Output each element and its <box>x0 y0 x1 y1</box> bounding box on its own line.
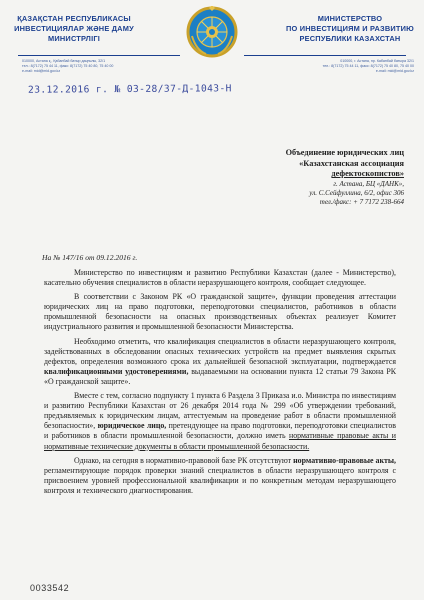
recipient-block <box>204 148 404 207</box>
header-line: РЕСПУБЛИКИ КАЗАХСТАН <box>299 34 401 43</box>
bold-phrase: квалификационными удостоверениями, <box>44 366 189 376</box>
state-emblem-icon <box>186 6 238 58</box>
bold-phrase: юридическое лицо, <box>97 421 167 431</box>
header-line: ҚАЗАҚСТАН РЕСПУБЛИКАСЫ <box>17 14 131 23</box>
bold-phrase: нормативно-правовые акты, <box>293 455 397 465</box>
address-line: 010000, г. Астана, пр. Кабанбай батыра 32/1 <box>340 59 414 63</box>
paragraph-text: регламентирующие порядок проверки знаний специалистов в области неразрушающего контроля с присвоением уровней профессиональной квалификации и по конкретным методам неразрушающего контроля и технического диагностирования. <box>44 465 396 495</box>
address-line: 010000, Астана қ., Қабанбай батыр даңғылы, 32/1 <box>22 59 106 63</box>
address-line: e-mail: mid@mid.gov.kz <box>375 69 414 73</box>
paragraph-text: В соответствии с Законом РК «О гражданской защите», функции проведения аттестации юридических лиц на право подготовки, переподготовки специалистов, работников в области промышленной безопасности на опасных производственных объектах реализует Комитет индустриального развития и промышленной безопасности Министерства. <box>44 292 396 332</box>
address-line: e-mail: mid@mid.gov.kz <box>22 69 61 73</box>
header-line: ПО ИНВЕСТИЦИЯМ И РАЗВИТИЮ <box>286 24 414 33</box>
document-serial-number: 0033542 <box>30 583 70 593</box>
ministry-name-kazakh <box>8 14 140 44</box>
paragraph-text: выдаваемыми на основании пункта 12 статьи 79 Закона РК «О гражданской защите». <box>44 366 396 386</box>
paragraph-text: Однако, на сегодня в нормативно-правовой базе РК отсутствуют <box>74 455 294 465</box>
address-line: тел.: 8(7172) 75 44 11, факс: 8(7172) 75 40 80, 75 40 00 <box>22 64 114 68</box>
paragraph <box>44 337 396 387</box>
ministry-name-russian <box>284 14 416 44</box>
registration-stamp: 23.12.2016 г. № 03-28/37-Д-1043-Н <box>27 83 232 96</box>
recipient-address-line: ул. С.Сейфуллина, 6/2, офис 306 <box>309 188 404 197</box>
paragraph-text: Необходимо отметить, что квалификация специалистов в области неразрушающего контроля, задействованных в обследовании опасных технических устройств на предмет выявления скрытых дефектов, определения возможного срока их дальнейшей безопасной эксплуатации, подтверждается <box>44 336 396 366</box>
paragraph <box>44 456 396 496</box>
paragraph <box>44 292 396 332</box>
header-rule-right <box>244 55 406 56</box>
letter-body <box>44 268 396 500</box>
address-kazakh <box>22 59 142 74</box>
underlined-phrase: нормативные правовые акты и нормативные технические документы в области промышленной безопасности. <box>44 431 396 451</box>
reference-number: На № 147/16 от 09.12.2016 г. <box>42 253 138 262</box>
recipient-org-line: Объединение юридических лиц <box>285 148 404 157</box>
address-russian <box>282 59 414 74</box>
paragraph <box>44 268 396 288</box>
header-line: МИНИСТРЛІГІ <box>48 34 100 43</box>
recipient-phone-line: тел./факс: + 7 7172 238-664 <box>319 197 404 206</box>
recipient-org-line: «Казахстанская ассоциация <box>299 158 404 168</box>
paragraph-text: Вместе с тем, согласно подпункту 1 пункта 6 Раздела 3 Приказа и.о. Министра по инвестициям и развитию Республики Казахстан от 26 декабря 2014 года № 299 «Об утверждении требований, предъявляемых к юридическим лицам, аттестуемым на проведение работ в области промышленной безопасности», <box>44 391 396 431</box>
address-line: тел.: 8(7172) 75 44 11, факс: 8(7172) 75 40 80, 75 40 00 <box>322 64 414 68</box>
header-rule-left <box>18 55 180 56</box>
recipient-org <box>204 148 404 180</box>
header-line: ИНВЕСТИЦИЯЛАР ЖӘНЕ ДАМУ <box>14 24 134 33</box>
header-line: МИНИСТЕРСТВО <box>317 14 383 23</box>
paragraph-text: Министерство по инвестициям и развитию Республики Казахстан (далее - Министерство), касательно обучения специалистов в области неразрушающего контроля, сообщает следующее. <box>44 268 396 288</box>
paragraph-text: претендующее на право подготовки, переподготовки специалистов и работников в области промышленной безопасности, должно иметь <box>44 421 397 441</box>
recipient-org-line: дефектоскопистов» <box>331 169 404 178</box>
paragraph <box>44 391 396 452</box>
recipient-address-line: г. Астана, БЦ «ДАНК», <box>333 179 404 188</box>
